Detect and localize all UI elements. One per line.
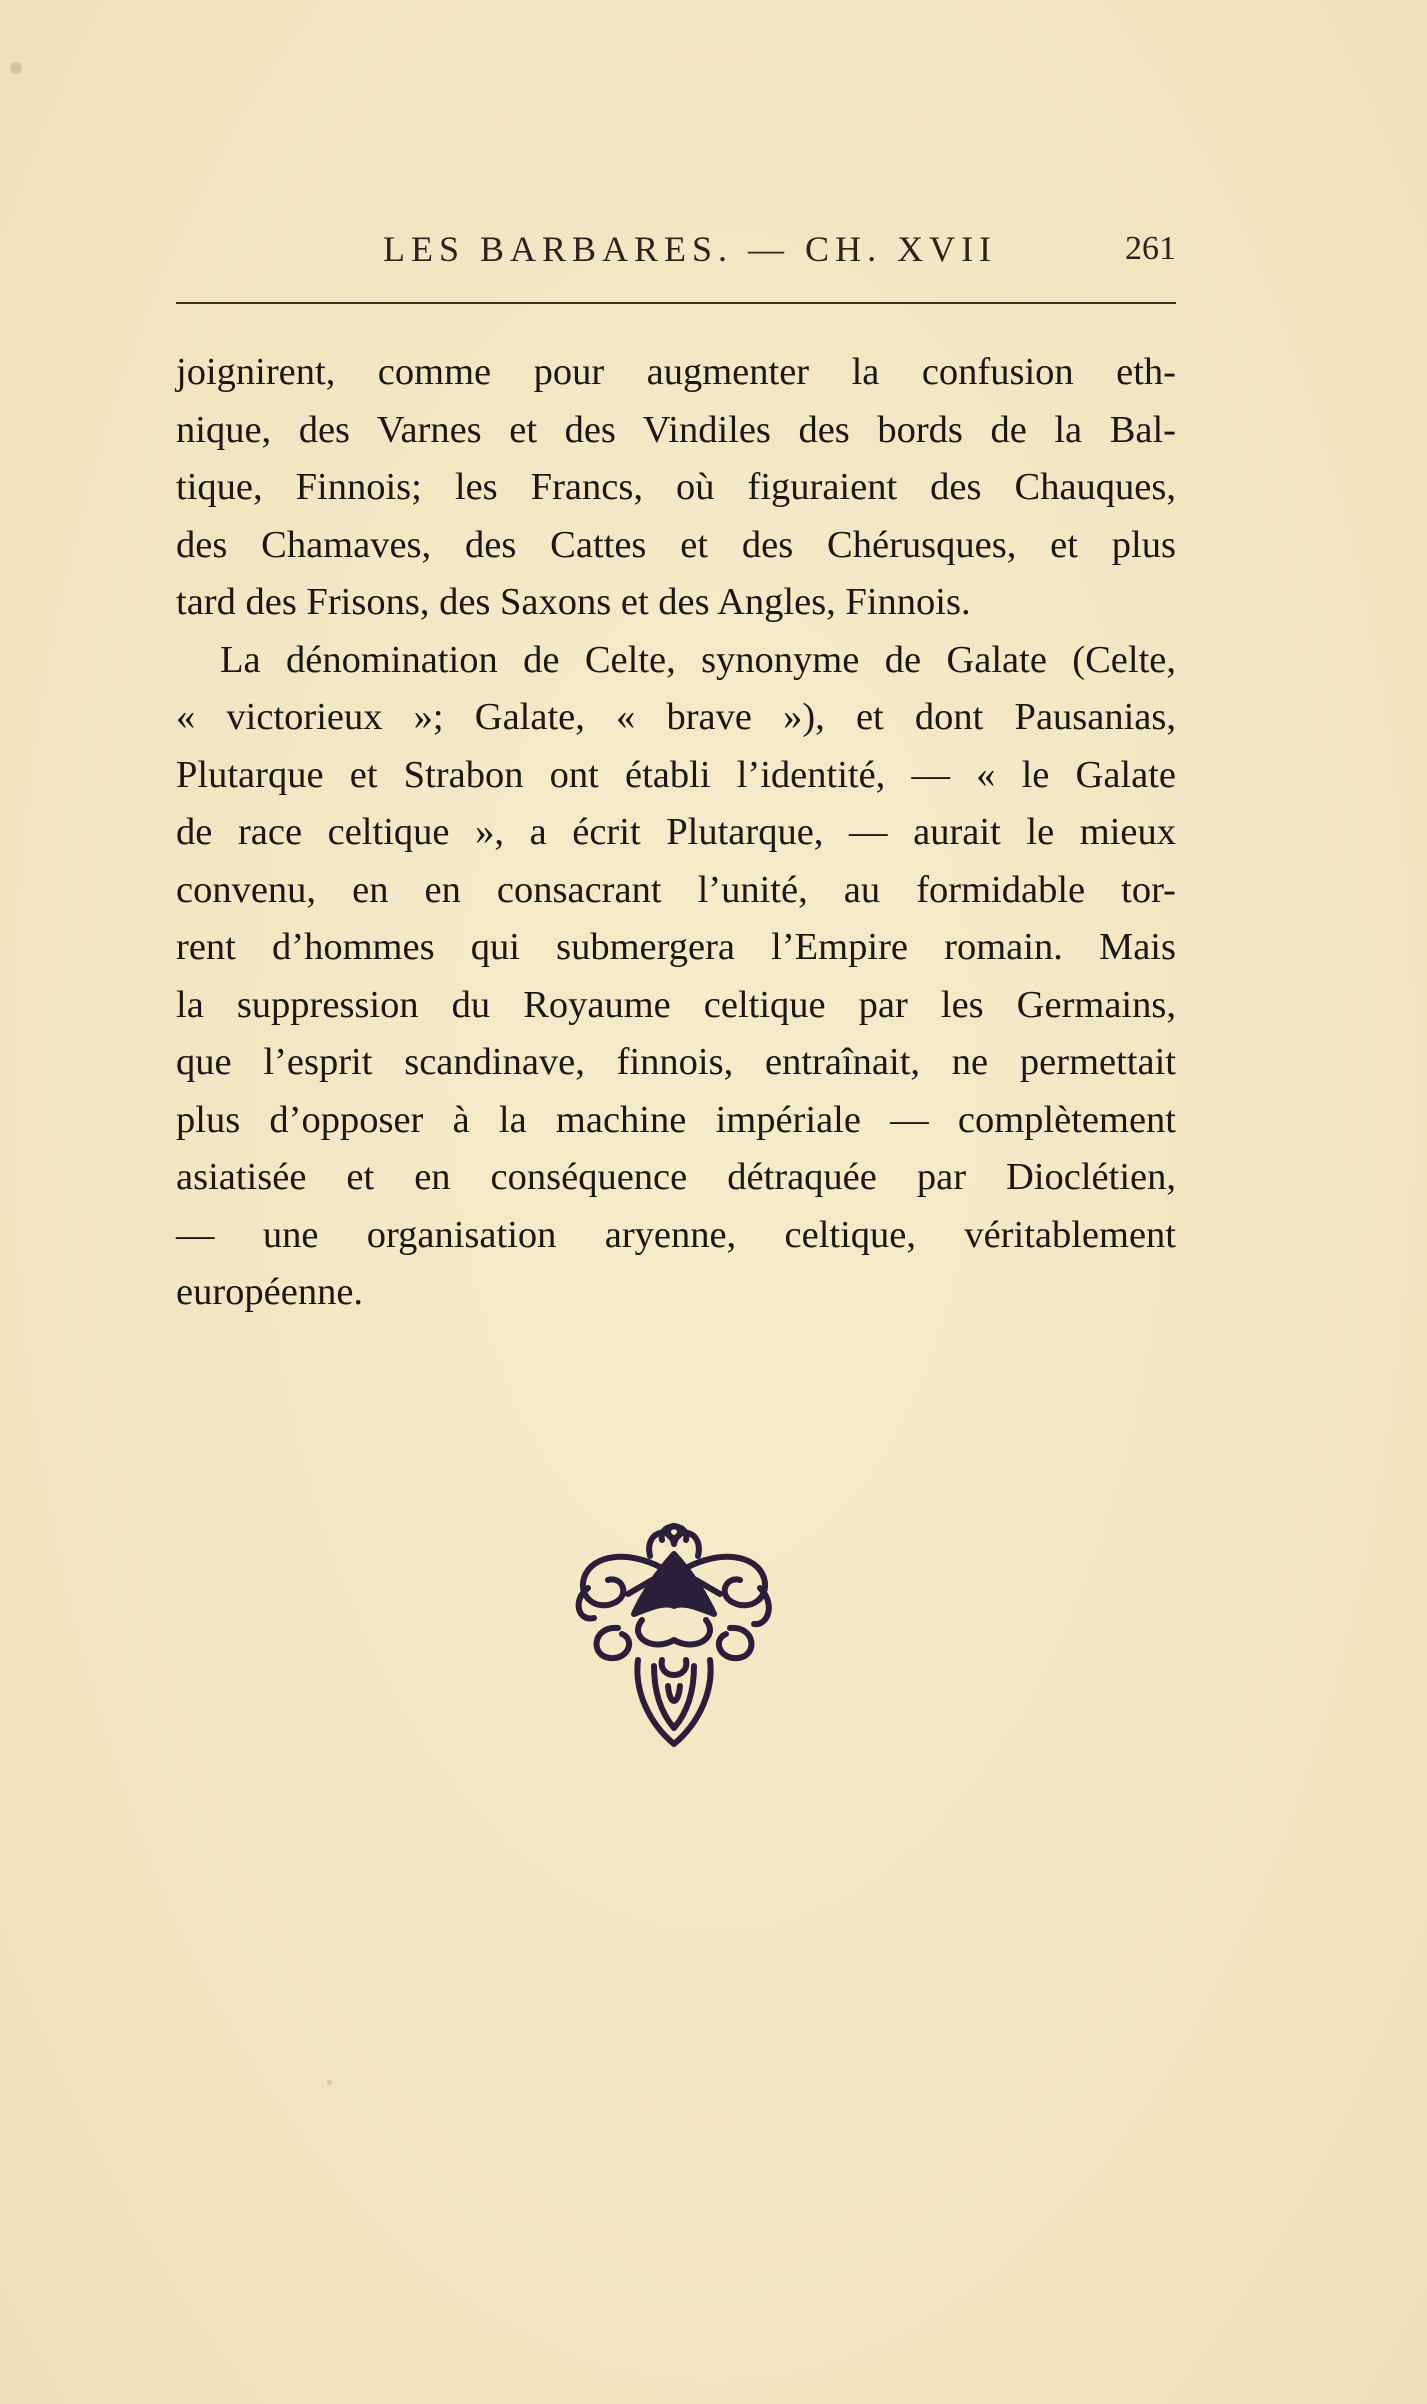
page-number: 261 [1125, 230, 1176, 267]
text-line: de race celtique », a écrit Plutarque, — aurait le mieux [176, 811, 1176, 853]
header-rule [176, 302, 1176, 304]
text-line: européenne. [176, 1271, 364, 1313]
text-line: rent d’hommes qui submergera l’Empire romain. Mais [176, 926, 1176, 968]
text-line: tique, Finnois; les Francs, où figuraient des Chauques, [176, 466, 1176, 508]
text-line: tard des Frisons, des Saxons et des Angles, Finnois. [176, 581, 971, 623]
text-line: convenu, en en consacrant l’unité, au formidable tor- [176, 868, 1176, 911]
text-line: que l’esprit scandinave, finnois, entraînait, ne permettait [176, 1041, 1176, 1083]
paragraph-2 [176, 632, 1176, 1322]
text-line: plus d’opposer à la machine impériale — complètement [176, 1098, 1176, 1141]
text-line: asiatisée et en conséquence détraquée par Dioclétien, [176, 1156, 1176, 1198]
text-line: La dénomination de Celte, synonyme de Galate (Celte, [220, 638, 1176, 681]
celtic-knot-ornament-icon [558, 1510, 790, 1750]
text-line: joignirent, comme pour augmenter la confusion eth- [176, 351, 1176, 393]
body-text [176, 344, 1176, 1322]
text-line: « victorieux »; Galate, « brave »), et dont Pausanias, [176, 696, 1176, 738]
text-line: nique, des Varnes et des Vindiles des bords de la Bal- [176, 408, 1176, 451]
text-line: Plutarque et Strabon ont établi l’identité, — « le Galate [176, 753, 1176, 796]
text-line: la suppression du Royaume celtique par les Germains, [176, 983, 1176, 1026]
running-title: LES BARBARES. — CH. XVII [383, 229, 998, 269]
text-line: des Chamaves, des Cattes et des Chérusques, et plus [176, 523, 1176, 566]
paragraph-1 [176, 344, 1176, 632]
running-head [176, 228, 1176, 278]
paper-spot [327, 2080, 332, 2085]
paper-spot [10, 62, 22, 74]
text-line: — une organisation aryenne, celtique, véritablement [176, 1213, 1176, 1256]
